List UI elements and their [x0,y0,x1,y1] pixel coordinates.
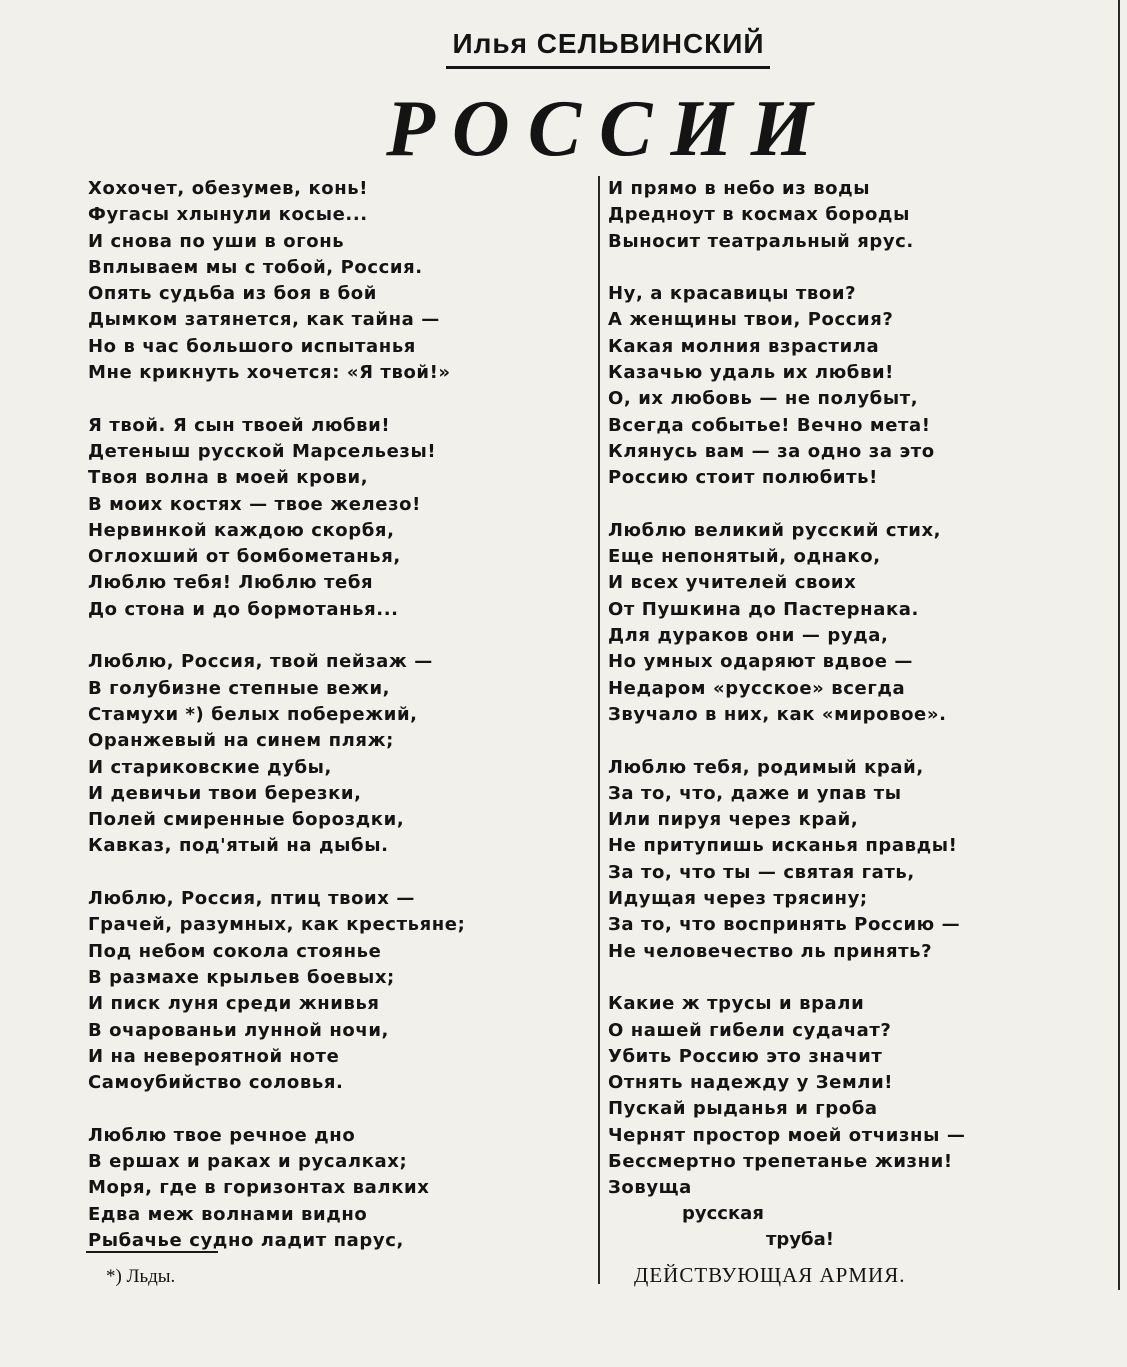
poem-line: О нашей гибели судачат? [608,1019,892,1041]
poem-line: Какая молния взрастила [608,335,880,357]
poem-line: Полей смиренные бороздки, [88,809,405,831]
poem-line: И стариковские дубы, [88,756,332,778]
poem-line: Звучало в них, как «мировое». [608,703,947,725]
poem-line: Мне крикнуть хочется: «Я твой!» [88,362,451,384]
signature: ДЕЙСТВУЮЩАЯ АРМИЯ. [634,1263,906,1287]
poem-line: Рыбачье судно ладит парус, [88,1229,404,1251]
poem-line: Люблю, Россия, твой пейзаж — [88,651,433,673]
poem-line: О, их любовь — не полубыт, [608,388,919,410]
poem-line: Россию стоит полюбить! [608,467,878,489]
poem-line: За то, что воспринять Россию — [608,914,961,936]
poem-line: Ну, а красавицы твои? [608,283,857,305]
poem-line: Дымком затянется, как тайна — [88,309,440,331]
poem-line: Недаром «русское» всегда [608,677,906,699]
footnote: *) Льды. [106,1266,176,1287]
poem-line: Люблю, Россия, птиц твоих — [88,888,415,910]
poem-line: За то, что ты — святая гать, [608,861,915,883]
final-line-2: труба! [766,1229,834,1250]
poem-line: Хохочет, обезумев, конь! [88,178,369,199]
stanza [608,176,1108,255]
poem-line: Идущая через трясину; [608,888,868,910]
poem-line: Отнять надежду у Земли! [608,1072,894,1094]
poem-line: Но в час большого испытанья [88,335,416,357]
poem-line: Убить Россию это значит [608,1045,883,1067]
poem-line: Люблю тебя! Люблю тебя [88,572,374,594]
stanza [88,649,588,859]
poem-line: Клянусь вам — за одно за это [608,440,935,462]
poem-line: Под небом сокола стоянье [88,940,382,962]
stanza [88,886,588,1096]
poem-line: Фугасы хлынули косые... [88,204,368,226]
stanza-gap [608,255,1108,281]
poem-line: Твоя волна в моей крови, [88,467,369,489]
poem-line: Грачей, разумных, как крестьяне; [88,914,466,936]
poem-line: В очарованьи лунной ночи, [88,1019,389,1041]
poem-line: В размахе крыльев боевых; [88,966,395,988]
poem-line: Зовуща [608,1177,692,1199]
stanza-gap [608,492,1108,518]
poem-line: В моих костях — твое железо! [88,493,421,515]
poem-line: Какие ж трусы и врали [608,993,865,1015]
poem-line: Самоубийство соловья. [88,1072,344,1094]
poem-line: В ершах и раках и русалках; [88,1150,408,1172]
stanza-gap [88,623,588,649]
poem-line: Кавказ, под'ятый на дыбы. [88,835,389,857]
poem-line: Детеныш русской Марсельезы! [88,440,437,462]
stanza-gap [608,965,1108,991]
poem-line: А женщины твои, Россия? [608,309,894,331]
stanza [608,281,1108,491]
poem-line: Люблю великий русский стих, [608,519,942,541]
poem-line: Всегда событье! Вечно мета! [608,414,931,436]
poem-line: Моря, где в горизонтах валких [88,1177,430,1199]
poem-line: Выносит театральный ярус. [608,230,914,252]
poem-line: Нервинкой каждою скорбя, [88,519,395,541]
stanza-gap [88,1096,588,1122]
poem-line: Люблю тебя, родимый край, [608,756,924,778]
poem-line: Казачью удаль их любви! [608,362,894,384]
poem-line: Люблю твое речное дно [88,1124,356,1146]
author-underline [446,66,770,69]
poem-line: В голубизне степные вежи, [88,677,391,699]
poem-title: РОССИИ [386,85,831,173]
left-column [88,176,588,1254]
stanza-gap [88,386,588,412]
poem-line: Или пируя через край, [608,809,859,831]
poem-line: Стамухи *) белых побережий, [88,703,418,725]
stanza [88,176,588,386]
poem-line: Не человечество ль принять? [608,940,933,962]
stanza [88,413,588,623]
poem-line: Дредноут в космах бороды [608,204,910,226]
poem-line: За то, что, даже и упав ты [608,782,902,804]
poem-line: И прямо в небо из воды [608,178,871,199]
column-divider [598,176,600,1284]
stanza [88,1123,588,1254]
right-column [608,176,1108,1202]
poem-line: Пускай рыданья и гроба [608,1098,878,1120]
poem-line: Чернят простор моей отчизны — [608,1124,966,1146]
poem-line: И всех учителей своих [608,572,857,594]
poem-line: Едва меж волнами видно [88,1203,368,1225]
poem-line: Но умных одаряют вдвое — [608,651,913,673]
poem-line: И снова по уши в огонь [88,230,345,252]
poem-line: Не притупишь исканья правды! [608,835,958,857]
poem-line: Опять судьба из боя в бой [88,283,377,305]
author-name: Илья СЕЛЬВИНСКИЙ [452,28,765,59]
right-border [1118,0,1120,1290]
poem-line: До стона и до бормотанья... [88,598,399,620]
poem-line: И на невероятной ноте [88,1045,340,1067]
stanza-gap [608,728,1108,754]
poem-line: Бессмертно трепетанье жизни! [608,1150,953,1172]
poem-line: Вплываем мы с тобой, Россия. [88,256,423,278]
poem-line: И девичьи твои березки, [88,782,362,804]
poem-line: Для дураков они — руда, [608,625,889,647]
footnote-rule [86,1251,218,1253]
stanza [608,991,1108,1201]
poem-line: Оглохший от бомбометанья, [88,546,401,568]
poem-line: Оранжевый на синем пляж; [88,730,394,752]
poem-line: Я твой. Я сын твоей любви! [88,414,391,436]
poem-line: И писк луня среди жнивья [88,993,380,1015]
final-line-1: русская [682,1203,764,1224]
stanza-gap [88,860,588,886]
poem-line: Еще непонятый, однако, [608,546,881,568]
poem-line: От Пушкина до Пастернака. [608,598,919,620]
stanza [608,518,1108,728]
stanza [608,755,1108,965]
